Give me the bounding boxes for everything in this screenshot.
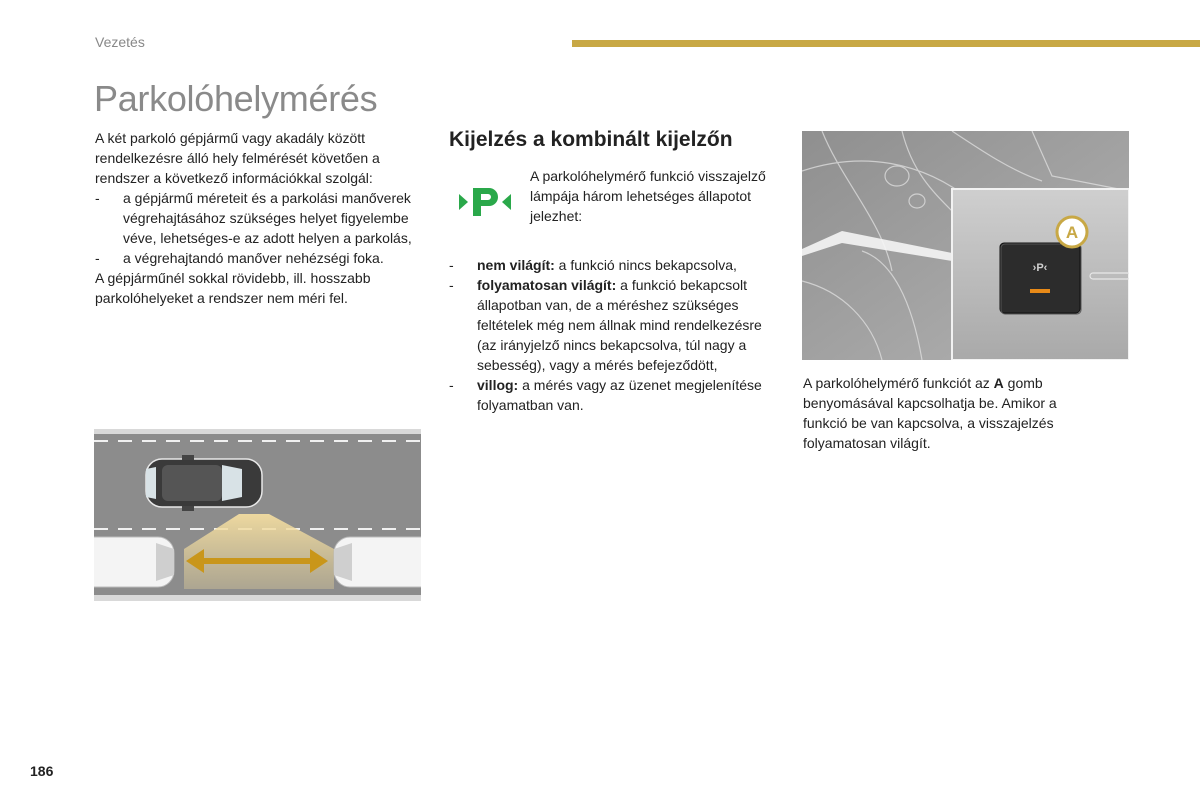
list-item: - a végrehajtandó manőver nehézségi foka. [95, 250, 384, 266]
button-text-2: gomb benyomásával kapcsolhatja be. Amikor a funkció be van kapcsolva, a visszajelzés folyamatosan világít. [803, 375, 1057, 451]
callout-a-badge [1057, 217, 1087, 247]
parking-space-diagram [94, 429, 421, 601]
state-term: villog: [477, 377, 519, 393]
moving-car-icon [146, 455, 262, 511]
page-number: 186 [30, 763, 54, 779]
svg-text:›P‹: ›P‹ [1032, 262, 1048, 274]
list-item: - nem világít: a funkció nincs bekapcsolva, [449, 257, 737, 273]
display-section-heading: Kijelzés a kombinált kijelzőn [449, 128, 733, 151]
park-assist-button [1000, 243, 1081, 314]
button-led [1030, 289, 1050, 293]
indicator-states [449, 255, 779, 415]
list-item-text: a gépjármű méreteit és a parkolási manőverek végrehajtásához szükséges helyet figyelembe véve, lehetséges-e az adott helyen a parkolás, [123, 190, 412, 246]
section-label: Vezetés [95, 34, 145, 50]
list-item: - folyamatosan világít: a funkció bekapcsolt állapotban van, de a méréshez szükséges feltételek még nem állnak mind rendelkezésre (az irányjelző nincs bekapcsolva, túl nagy a sebesség), vagy a mérés befejeződött, [449, 277, 762, 373]
state-desc: a mérés vagy az üzenet megjelenítése folyamatban van. [477, 377, 762, 413]
parked-car-right-icon [334, 537, 421, 587]
dashboard-button-photo [802, 131, 1129, 360]
button-description [803, 373, 1103, 453]
indicator-description: A parkolóhelymérő funkció visszajelző lámpája három lehetséges állapotot jelezhet: [530, 168, 766, 224]
svg-text:A: A [1065, 223, 1079, 242]
list-item: - villog: a mérés vagy az üzenet megjelenítése folyamatban van. [449, 377, 762, 413]
button-text-1: A parkolóhelymérő funkciót az [803, 375, 994, 391]
intro-paragraph: A két parkoló gépjármű vagy akadály között rendelkezésre álló hely felmérését követően a rendszer a következő információkkal szolgál: [95, 130, 380, 186]
parked-car-left-icon [94, 537, 174, 587]
header-accent-bar [572, 40, 1200, 47]
state-term: folyamatosan világít: [477, 277, 617, 293]
page-title: Parkolóhelymérés [94, 78, 378, 119]
states-list [449, 255, 779, 415]
outro-paragraph: A gépjárműnél sokkal rövidebb, ill. hosszabb parkolóhelyeket a rendszer nem méri fel. [95, 270, 371, 306]
state-desc: a funkció bekapcsolt állapotban van, de a méréshez szükséges feltételek még nem állnak mind rendelkezésre (az irányjelző nincs bekapcsolva, túl nagy a sebesség), vagy a mérés befejeződött, [477, 277, 762, 373]
info-list [95, 188, 415, 268]
state-desc: a funkció nincs bekapcsolva, [554, 257, 737, 273]
button-label-a: A [993, 375, 1004, 391]
list-item: - a gépjármű méreteit és a parkolási manőverek végrehajtásához szükséges helyet figyelembe véve, lehetséges-e az adott helyen a parkolás, [95, 190, 412, 246]
state-term: nem világít: [477, 257, 555, 273]
list-item-text: a végrehajtandó manőver nehézségi foka. [123, 250, 384, 266]
intro-column [95, 128, 415, 308]
green-parking-indicator-icon [459, 186, 511, 218]
